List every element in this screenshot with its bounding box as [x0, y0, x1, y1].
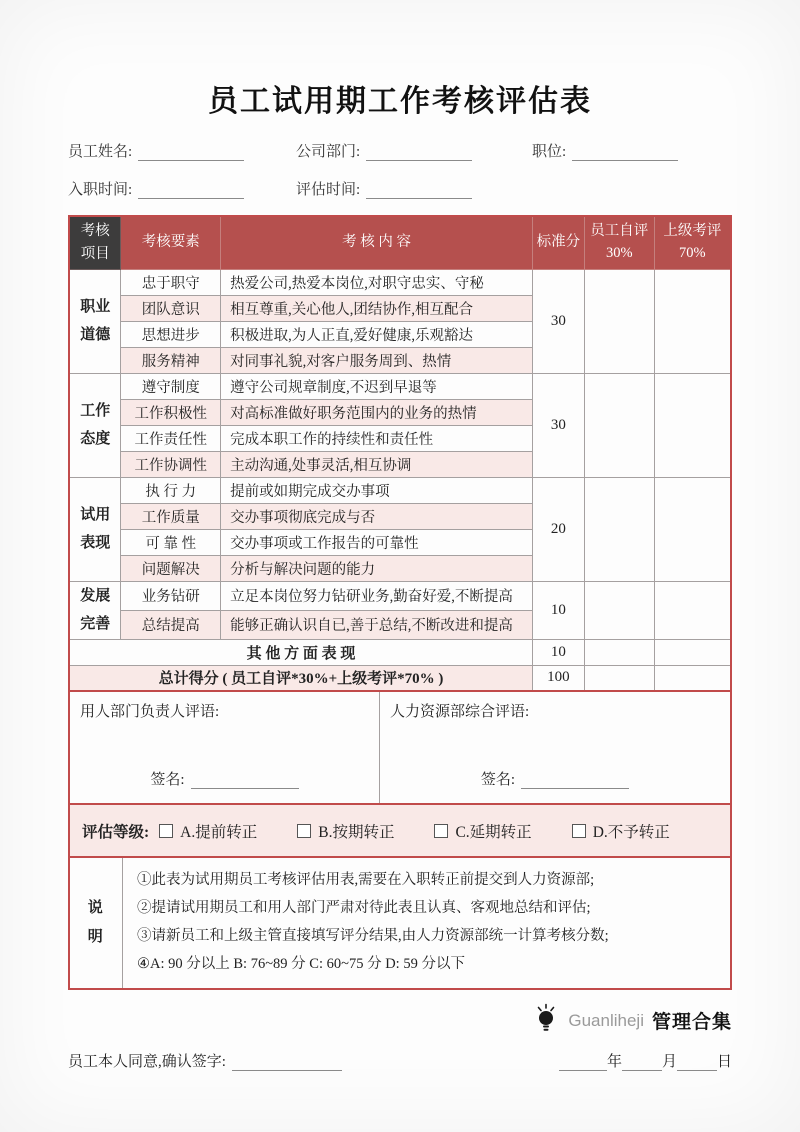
- content-cell: 热爱公司,热爱本岗位,对职守忠实、守秘: [221, 269, 533, 295]
- factor-cell: 工作质量: [121, 503, 221, 529]
- table-row: [69, 581, 731, 610]
- grade-option-d: [572, 820, 670, 842]
- header-standard-score: 标准分: [532, 216, 584, 269]
- notes-label-cell: [70, 858, 123, 988]
- standard-score-cell: 30: [532, 269, 584, 373]
- factor-cell: 工作积极性: [121, 399, 221, 425]
- hr-signature: [481, 768, 629, 789]
- position-label: 职位:: [532, 144, 567, 160]
- hr-comment-label: 人力资源部综合评语:: [390, 704, 530, 720]
- header-factor: 考核要素: [121, 216, 221, 269]
- standard-score-cell: 30: [532, 373, 584, 477]
- supervisor-score-cell[interactable]: [654, 373, 731, 477]
- supervisor-score-cell[interactable]: [654, 639, 731, 665]
- factor-cell: 团队意识: [121, 295, 221, 321]
- total-score-label: 总计得分 ( 员工自评*30%+上级考评*70% ): [69, 665, 532, 691]
- employee-name-input-line[interactable]: [138, 145, 244, 161]
- header-supervisor-score: 上级考评 70%: [654, 216, 731, 269]
- department-manager-comment-label: 用人部门负责人评语:: [80, 704, 220, 720]
- comments-section: [68, 692, 732, 805]
- day-input-line[interactable]: [677, 1056, 717, 1071]
- employee-name-label: 员工姓名:: [68, 144, 133, 160]
- grade-option-c-label: C.延期转正: [455, 823, 532, 841]
- page-title: 员工试用期工作考核评估表: [208, 85, 592, 118]
- content-cell: 能够正确认识自已,善于总结,不断改进和提高: [221, 610, 533, 639]
- grade-label: 评估等级:: [82, 823, 150, 841]
- table-header-row: [69, 216, 731, 269]
- other-aspects-row: [69, 639, 731, 665]
- factor-cell: 总结提高: [121, 610, 221, 639]
- signature-label: 签名:: [480, 772, 516, 788]
- factor-cell: 问题解决: [121, 555, 221, 581]
- self-score-cell[interactable]: [584, 581, 654, 639]
- self-score-cell[interactable]: [584, 373, 654, 477]
- grade-option-a: [159, 820, 257, 842]
- notes-label: 说明: [87, 900, 103, 945]
- grade-section: [68, 805, 732, 858]
- notes-body: [123, 858, 730, 988]
- grade-option-d-checkbox[interactable]: [572, 824, 586, 838]
- factor-cell: 忠于职守: [121, 269, 221, 295]
- content-cell: 交办事项或工作报告的可靠性: [221, 529, 533, 555]
- self-score-cell[interactable]: [584, 665, 654, 691]
- department-label: 公司部门:: [296, 144, 361, 160]
- note-line-3: ③请新员工和上级主管直接填写评分结果,由人力资源部统一计算考核分数;: [137, 927, 609, 944]
- date-fields: [559, 1050, 732, 1071]
- content-cell: 遵守公司规章制度,不迟到早退等: [221, 373, 533, 399]
- position-input-line[interactable]: [572, 145, 678, 161]
- eval-date-label: 评估时间:: [296, 182, 361, 198]
- brand-footer: [68, 1002, 732, 1040]
- content-cell: 立足本岗位努力钻研业务,勤奋好爱,不断提高: [221, 581, 533, 610]
- content-cell: 分析与解决问题的能力: [221, 555, 533, 581]
- self-score-cell[interactable]: [584, 269, 654, 373]
- table-row: [69, 269, 731, 295]
- standard-score-cell: 10: [532, 581, 584, 639]
- note-line-4: ④A: 90 分以上 B: 76~89 分 C: 60~75 分 D: 59 分以下: [137, 955, 465, 972]
- content-cell: 提前或如期完成交办事项: [221, 477, 533, 503]
- hr-comment-cell[interactable]: [380, 692, 730, 803]
- factor-cell: 服务精神: [121, 347, 221, 373]
- grade-option-d-label: D.不予转正: [592, 823, 670, 841]
- supervisor-score-cell[interactable]: [654, 581, 731, 639]
- content-cell: 完成本职工作的持续性和责任性: [221, 425, 533, 451]
- standard-score-cell: 100: [532, 665, 584, 691]
- note-line-2: ②提请试用期员工和用人部门严肃对待此表且认真、客观地总结和评估;: [137, 899, 591, 916]
- day-label: 日: [716, 1053, 732, 1070]
- other-aspects-label: 其 他 方 面 表 现: [69, 639, 532, 665]
- brand-name-cn: 管理合集: [651, 1012, 732, 1034]
- content-cell: 对同事礼貌,对客户服务周到、热情: [221, 347, 533, 373]
- grade-option-b: [297, 820, 394, 842]
- department-manager-comment-cell[interactable]: [70, 692, 380, 803]
- month-input-line[interactable]: [622, 1056, 662, 1071]
- factor-cell: 工作责任性: [121, 425, 221, 451]
- position-field: [532, 140, 678, 161]
- assessment-table: [68, 215, 732, 692]
- grade-option-c: [434, 820, 531, 842]
- supervisor-score-cell[interactable]: [654, 269, 731, 373]
- hr-signature-line[interactable]: [521, 774, 629, 789]
- category-performance: 试用表现: [69, 477, 121, 581]
- employee-confirm-label: 员工本人同意,确认签字:: [68, 1053, 226, 1070]
- header-self-score: 员工自评 30%: [584, 216, 654, 269]
- hire-date-label: 入职时间:: [68, 182, 133, 198]
- eval-date-field: [296, 178, 532, 199]
- year-label: 年: [606, 1053, 622, 1070]
- year-input-line[interactable]: [559, 1056, 607, 1071]
- standard-score-cell: 20: [532, 477, 584, 581]
- employee-confirm-signature-line[interactable]: [232, 1056, 342, 1071]
- header-fields-row-2: [68, 178, 732, 199]
- content-cell: 积极进取,为人正直,爱好健康,乐观豁达: [221, 321, 533, 347]
- header-item: 考核项目: [69, 216, 121, 269]
- confirm-date-row: [68, 1050, 732, 1071]
- employee-confirm: [68, 1050, 342, 1071]
- total-score-row: [69, 665, 731, 691]
- content-cell: 对高标准做好职务范围内的业务的热情: [221, 399, 533, 425]
- grade-option-b-label: B.按期转正: [318, 823, 395, 841]
- header-fields-row-1: [68, 140, 732, 161]
- hire-date-field: [68, 178, 296, 199]
- table-row: [69, 477, 731, 503]
- standard-score-cell: 10: [532, 639, 584, 665]
- factor-cell: 可 靠 性: [121, 529, 221, 555]
- grade-option-b-checkbox[interactable]: [297, 824, 311, 838]
- manager-signature: [150, 768, 298, 789]
- signature-label: 签名:: [150, 772, 185, 788]
- content-cell: 相互尊重,关心他人,团结协作,相互配合: [221, 295, 533, 321]
- table-row: [69, 373, 731, 399]
- grade-option-c-checkbox[interactable]: [434, 824, 448, 838]
- content-cell: 主动沟通,处事灵活,相互协调: [221, 451, 533, 477]
- factor-cell: 工作协调性: [121, 451, 221, 477]
- month-label: 月: [661, 1053, 677, 1070]
- category-attitude: 工作态度: [69, 373, 121, 477]
- self-score-cell[interactable]: [584, 639, 654, 665]
- lightbulb-icon: [534, 1003, 558, 1038]
- hire-date-input-line[interactable]: [138, 183, 244, 199]
- self-score-cell[interactable]: [584, 477, 654, 581]
- employee-name-field: [68, 140, 296, 161]
- note-line-1: ①此表为试用期员工考核评估用表,需要在入职转正前提交到人力资源部;: [137, 872, 595, 888]
- category-development: 发展完善: [69, 581, 121, 639]
- factor-cell: 遵守制度: [121, 373, 221, 399]
- grade-option-a-checkbox[interactable]: [159, 824, 173, 838]
- department-field: [296, 140, 532, 161]
- department-input-line[interactable]: [366, 145, 472, 161]
- brand-name-en: Guanliheji: [568, 1010, 644, 1030]
- factor-cell: 业务钻研: [121, 581, 221, 610]
- notes-section: [68, 858, 732, 990]
- eval-date-input-line[interactable]: [366, 183, 472, 199]
- grade-option-a-label: A.提前转正: [180, 823, 258, 841]
- content-cell: 交办事项彻底完成与否: [221, 503, 533, 529]
- header-content: 考 核 内 容: [221, 216, 533, 269]
- supervisor-score-cell[interactable]: [654, 665, 731, 691]
- supervisor-score-cell[interactable]: [654, 477, 731, 581]
- factor-cell: 执 行 力: [121, 477, 221, 503]
- manager-signature-line[interactable]: [191, 774, 299, 789]
- factor-cell: 思想进步: [121, 321, 221, 347]
- category-ethics: 职业道德: [69, 269, 121, 373]
